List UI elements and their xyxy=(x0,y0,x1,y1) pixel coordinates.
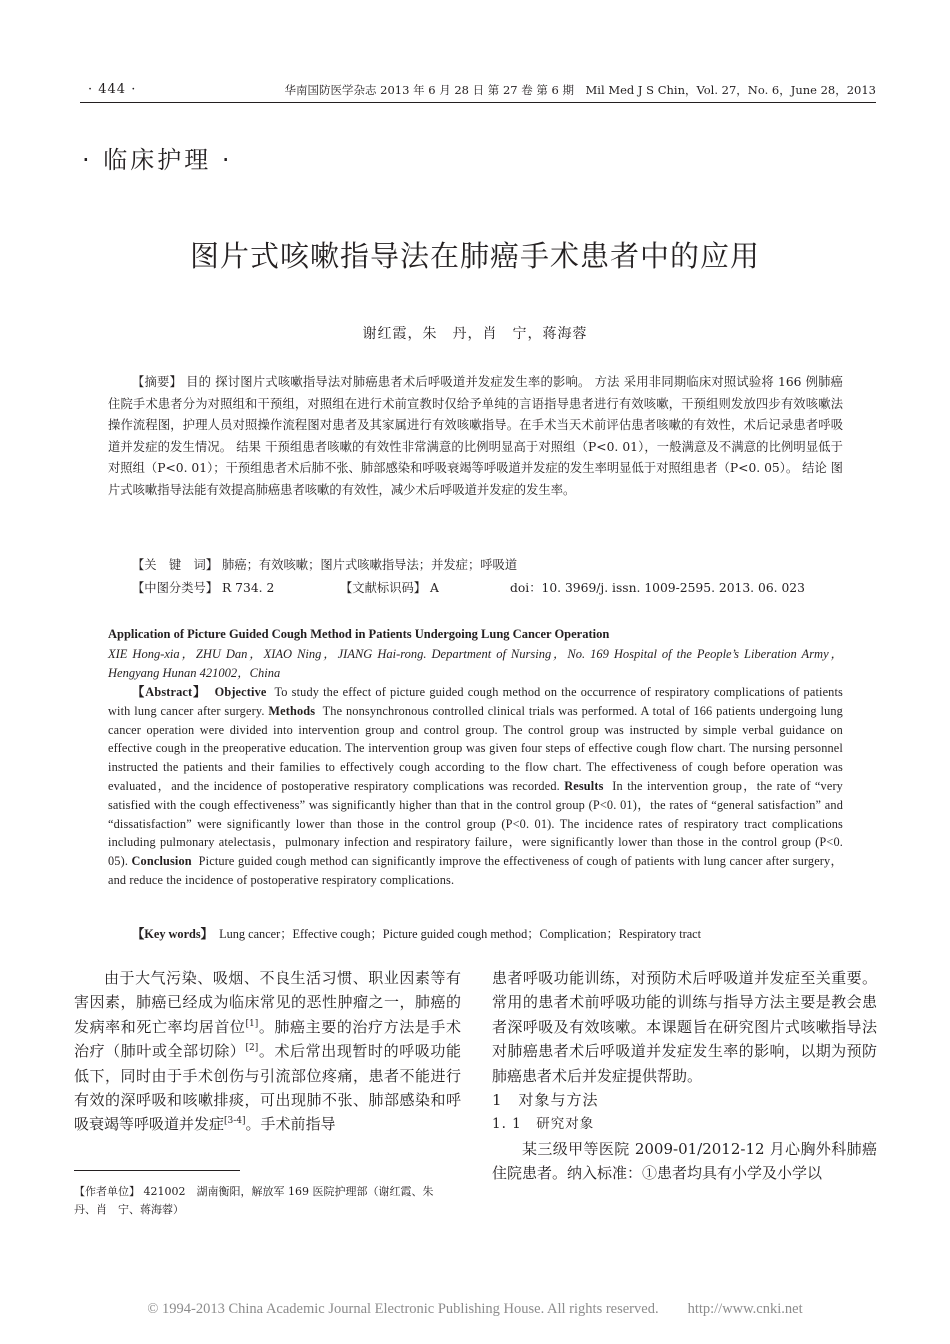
english-authors: XIE Hong-xia，ZHU Dan，XIAO Ning，JIANG Hai-rong. Department of Nursing，No. 169 Hospital of the People’s Liberation Army，Hengyang Hunan 421002，China xyxy=(108,647,843,680)
english-abstract xyxy=(108,683,843,890)
footnote-label: 【作者单位】 xyxy=(74,1185,140,1198)
classification-value: R 734. 2 xyxy=(222,581,275,595)
cn-results-label: 结果 xyxy=(236,439,262,454)
intro-text-2: 。肺癌主要的治疗方法是手术治疗（肺叶或全部切除） xyxy=(74,1017,461,1061)
document-code xyxy=(340,578,439,596)
cn-objective: 探讨图片式咳嗽指导法对肺癌患者术后呼吸道并发症发生率的影响。 xyxy=(215,375,591,389)
footnote-text: 421002 湖南衡阳，解放军 169 医院护理部（谢红霞、朱 丹、肖 宁、蒋海蓉） xyxy=(74,1185,445,1216)
en-objective: To study the effect of picture guided cough method on the occurrence of respiratory complications of patients with lung cancer after surgery. xyxy=(108,685,843,718)
intro-continued: 患者呼吸功能训练，对预防术后呼吸道并发症至关重要。常用的患者术前呼吸功能的训练与指导方法主要是教会患者深呼吸及有效咳嗽。本课题旨在研究图片式咳嗽指导法对肺癌患者术后呼吸道并发症发生率的影响，以期为预防肺癌患者术后并发症提供帮助。 xyxy=(492,969,877,1085)
authors: 谢红霞，朱 丹，肖 宁，蒋海蓉 xyxy=(362,326,588,342)
en-conclusion: Picture guided cough method can significantly improve the effectiveness of cough of patients with lung cancer after surgery，and reduce the incidence of postoperative respiratory complications. xyxy=(108,854,843,887)
en-keywords-label: 【Key words】 xyxy=(132,927,213,941)
cn-objective-label: 目的 xyxy=(186,375,212,389)
cn-abstract-label: 【摘要】 xyxy=(132,375,183,389)
cn-conclusion: 图片式咳嗽指导法能有效提高肺癌患者咳嗽的有效性，减少术后呼吸道并发症的发生率。 xyxy=(108,461,843,497)
subjects-paragraph: 某三级甲等医院 2009-01/2012-12 月心胸外科肺癌住院患者。纳入标准：①患者均具有小学及小学以 xyxy=(492,1139,877,1183)
article-title: 图片式咳嗽指导法在肺癌手术患者中的应用 xyxy=(189,239,760,273)
english-keywords xyxy=(132,924,843,942)
intro-text-4: 。手术前指导 xyxy=(245,1115,336,1134)
en-results: In the intervention group，the rate of “very satisfied with the cough effectiveness” was significantly higher than that in the control group (P<0. 01)，the rates of “general satisfaction” and “dissatisfaction” were significantly lower than those in the control group (P<0. 01). The incidence rates of respiratory tract complications including pulmonary atelectasis，pulmonary infection and respiratory failure，were significantly lower than those in the control group (P<0. 05). xyxy=(108,778,843,869)
doc-code-value: A xyxy=(430,581,439,595)
keywords-label: 【关 键 词】 xyxy=(132,558,219,572)
cn-conclusion-label: 结论 xyxy=(802,461,827,476)
cn-abstract xyxy=(108,372,843,502)
section-title: · 临床护理 · xyxy=(82,146,233,174)
cn-methods: 采用非同期临床对照试验将 166 例肺癌住院手术患者分为对照组和干预组，对照组在进行术前宣教时仅给予单纯的言语指导患者进行有效咳嗽，干预组则发放四步有效咳嗽法操作流程图，护理人员对照操作流程图对患者及其家属进行有效咳嗽指导。在手术当天术前评估患者咳嗽的有效性，术后记录患者呼吸道并发症的发生情况。 xyxy=(108,375,843,454)
page-number: · 444 · xyxy=(88,82,137,97)
citation-1: [1] xyxy=(245,1018,259,1029)
citation-2: [2] xyxy=(245,1043,259,1054)
en-methods-label: Methods xyxy=(268,703,316,718)
en-abstract-label: 【Abstract】 xyxy=(132,685,207,699)
intro-text-1: 由于大气污染、吸烟、不良生活习惯、职业因素等有害因素，肺癌已经成为临床常见的恶性肿瘤之一，肺癌的发病率和死亡率均居首位 xyxy=(74,969,461,1036)
copyright-notice: © 1994-2013 China Academic Journal Electronic Publishing House. All rights reserved. http://www.cnki.net xyxy=(147,1301,803,1317)
footnote-rule xyxy=(74,1170,240,1171)
header-rule xyxy=(80,102,876,103)
body-right-column xyxy=(492,966,877,1186)
citation-3-4: [3-4] xyxy=(224,1116,246,1127)
heading-methods: 1 对象与方法 xyxy=(492,1091,599,1110)
heading-subjects: 1. 1 研究对象 xyxy=(492,1116,595,1133)
intro-paragraph xyxy=(74,966,461,1137)
doc-code-label: 【文献标识码】 xyxy=(340,581,427,595)
en-methods: The nonsynchronous controlled clinical trials was performed. A total of 166 patients undergoing lung cancer operation were divided into intervention group and control group. The control group was instructed by simple verbal guidance on effective cough in the preoperative education. The intervention group was given four steps of effective cough flow chart. The nursing personnel instructed the patients and their families to effectively cough according to the flow chart. The effectiveness of cough before operation was evaluated，and the incidence of postoperative respiratory complications was recorded. xyxy=(108,703,843,793)
cn-methods-label: 方法 xyxy=(594,375,620,389)
journal-header: 华南国防医学杂志 2013 年 6 月 28 日 第 27 卷 第 6 期 Mil Med J S Chin，Vol. 27，No. 6，June 28，2013 xyxy=(284,83,876,97)
en-keywords-value: Lung cancer；Effective cough；Picture guided cough method；Complication；Respiratory tract xyxy=(219,927,702,941)
classification-row xyxy=(132,578,843,596)
classification-label: 【中图分类号】 xyxy=(132,581,219,595)
english-title: Application of Picture Guided Cough Method in Patients Undergoing Lung Cancer Operation xyxy=(108,627,610,641)
en-objective-label: Objective xyxy=(214,685,267,699)
en-conclusion-label: Conclusion xyxy=(131,854,192,869)
cn-results: 干预组患者咳嗽的有效性非常满意的比例明显高于对照组（P<0. 01），一般满意及不满意的比例明显低于对照组（P<0. 01）；干预组患者术后肺不张、肺部感染和呼吸衰竭等呼吸道并发症的发生率明显低于对照组患者（P<0. 05）。 xyxy=(108,439,843,476)
en-results-label: Results xyxy=(564,778,604,793)
keywords-row xyxy=(132,555,843,573)
intro-text-3: 。术后常出现暂时的呼吸功能低下，同时由于手术创伤与引流部位疼痛，患者不能进行有效的深呼吸和咳嗽排痰，可出现肺不张、肺部感染和呼吸衰竭等呼吸道并发症 xyxy=(74,1042,461,1134)
body-left-column xyxy=(74,966,461,1137)
doi: doi：10. 3969/j. issn. 1009-2595. 2013. 06. 023 xyxy=(510,581,805,595)
footnote xyxy=(74,1183,461,1219)
keywords-value: 肺癌；有效咳嗽；图片式咳嗽指导法；并发症；呼吸道 xyxy=(222,558,518,572)
